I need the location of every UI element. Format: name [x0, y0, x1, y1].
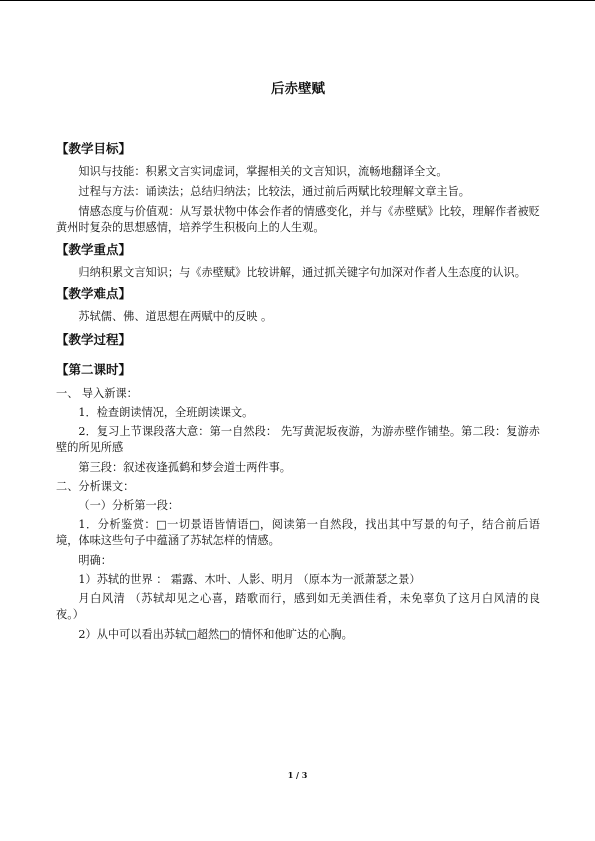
page-number: 1 / 3 — [287, 770, 308, 780]
section-heading-difficulties: 【教学难点】 — [56, 285, 132, 301]
analysis-heading: 二、分析课文： — [56, 479, 135, 493]
intro-heading: 一、 导入新课： — [56, 386, 138, 400]
page-title: 后赤壁赋 — [271, 81, 325, 97]
analysis-subheading: （一）分析第一段： — [78, 499, 180, 512]
intro-step-1: 1．检查朗读情况，全班朗读课文。 — [78, 405, 254, 419]
clarify-label: 明确： — [78, 553, 112, 567]
clarify-point-2: 2）从中可以看出苏轼□超然□的情怀和他旷达的心胸。 — [78, 627, 353, 641]
key-points-text: 归纳积累文言知识；与《赤壁赋》比较讲解，通过抓关键字句加深对作者人生态度的认识。 — [78, 265, 526, 279]
analysis-step-1: 1．分析鉴赏：□一切景语皆情语□，阅读第一自然段，找出其中写景的句子，结合前后语境，体味这些句子中蕴涵了苏轼怎样的情感。 — [56, 518, 540, 548]
section-heading-goals: 【教学目标】 — [56, 140, 132, 156]
goal-knowledge: 知识与技能：积累文言实词虚词，掌握相关的文言知识，流畅地翻译全文。 — [78, 164, 448, 178]
goal-emotion: 情感态度与价值观：从写景状物中体会作者的情感变化，并与《赤壁赋》比较，理解作者被贬黄州时复杂的思想感情，培养学生积极向上的人生观。 — [56, 205, 540, 235]
intro-step-3: 第三段：叙述夜逢孤鹤和梦会道士两件事。 — [78, 460, 291, 474]
section-heading-process: 【教学过程】 — [56, 332, 132, 348]
intro-step-2: 2．复习上节课段落大意：第一自然段： 先写黄泥坂夜游，为游赤壁作铺垫。第二段：复游赤壁的所见所感 — [56, 425, 540, 455]
clarify-point-1: 1）苏轼的世界 ： 霜露、木叶、人影、明月 （原本为一派萧瑟之景） — [78, 572, 421, 586]
top-rule — [0, 0, 595, 1]
section-heading-second-lesson: 【第二课时】 — [56, 362, 132, 378]
difficulties-text: 苏轼儒、佛、道思想在两赋中的反映 。 — [78, 310, 273, 324]
page-content — [56, 60, 540, 643]
goal-method: 过程与方法：诵读法；总结归纳法；比较法，通过前后两赋比较理解文章主旨。 — [78, 184, 470, 198]
section-heading-key-points: 【教学重点】 — [56, 241, 132, 257]
clarify-moon-text: 月白风清 （苏轼却见之心喜，踏歌而行，感到如无美酒佳肴，未免辜负了这月白风清的良夜。） — [56, 592, 540, 622]
